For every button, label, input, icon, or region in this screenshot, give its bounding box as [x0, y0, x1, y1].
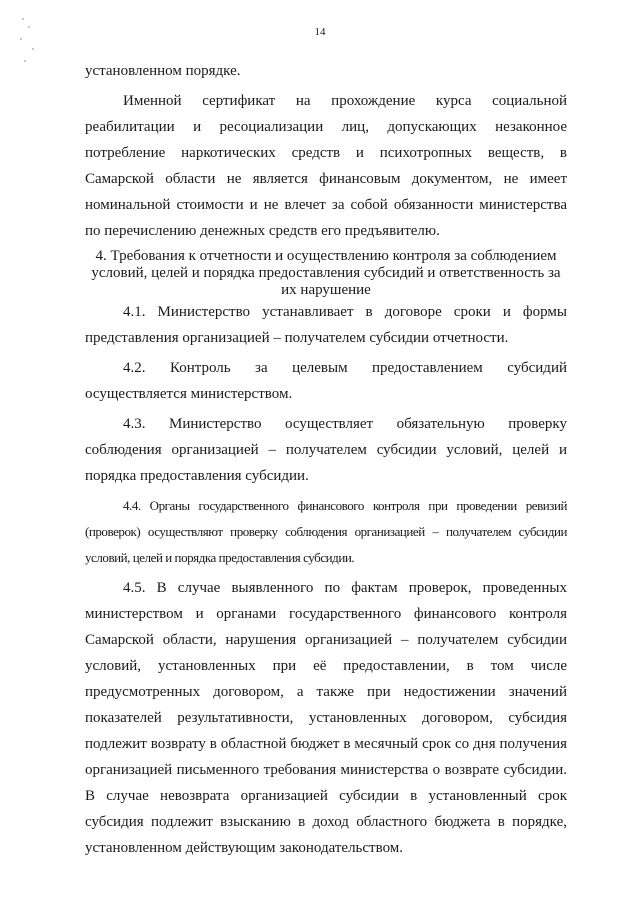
paragraph-4-3: 4.3. Министерство осуществляет обязательную проверку соблюдения организацией – получателем субсидии условий, целей и порядка предоставления субсидии.	[85, 416, 567, 484]
document-body	[85, 58, 567, 861]
paragraph-4-4: 4.4. Органы государственного финансового контроля при проведении ревизий (проверок) осуществляют проверку соблюдения организацией – получателем субсидии условий, целей и порядка предоставления субсидии.	[85, 498, 567, 565]
paragraph-4-5: 4.5. В случае выявленного по фактам проверок, проведенных министерством и органами государственного финансового контроля Самарской области, нарушения организацией – получателем субсидии условий, установленных при её предоставлении, в том числе предусмотренных договором, а также при недостижении значений показателей результативности, установленных договором, субсидия подлежит возврату в областной бюджет в месячный срок со дня получения организацией письменного требования министерства о возврате субсидии. В случае невозврата организацией субсидии в установленный срок субсидия подлежит взысканию в доход областного бюджета в порядке, установленном действующим законодательством.	[85, 580, 567, 856]
continuation-line: установленном порядке.	[85, 63, 241, 79]
section-heading: 4. Требования к отчетности и осуществлению контроля за соблюдением условий, целей и порядка предоставления субсидий и ответственность за их нарушение	[91, 248, 561, 298]
paragraph-certificate: Именной сертификат на прохождение курса социальной реабилитации и ресоциализации лиц, допускающих незаконное потребление наркотических средств и психотропных веществ, в Самарской области не является финансовым документом, не имеет номинальной стоимости и не влечет за собой обязанности министерства по перечислению денежных средств его предъявителю.	[85, 93, 567, 239]
paragraph-4-2: 4.2. Контроль за целевым предоставлением субсидий осуществляется министерством.	[85, 360, 567, 402]
scan-artifact	[18, 8, 58, 68]
page-number: 14	[314, 26, 326, 38]
paragraph-4-1: 4.1. Министерство устанавливает в договоре сроки и формы представления организацией – получателем субсидии отчетности.	[85, 304, 567, 346]
